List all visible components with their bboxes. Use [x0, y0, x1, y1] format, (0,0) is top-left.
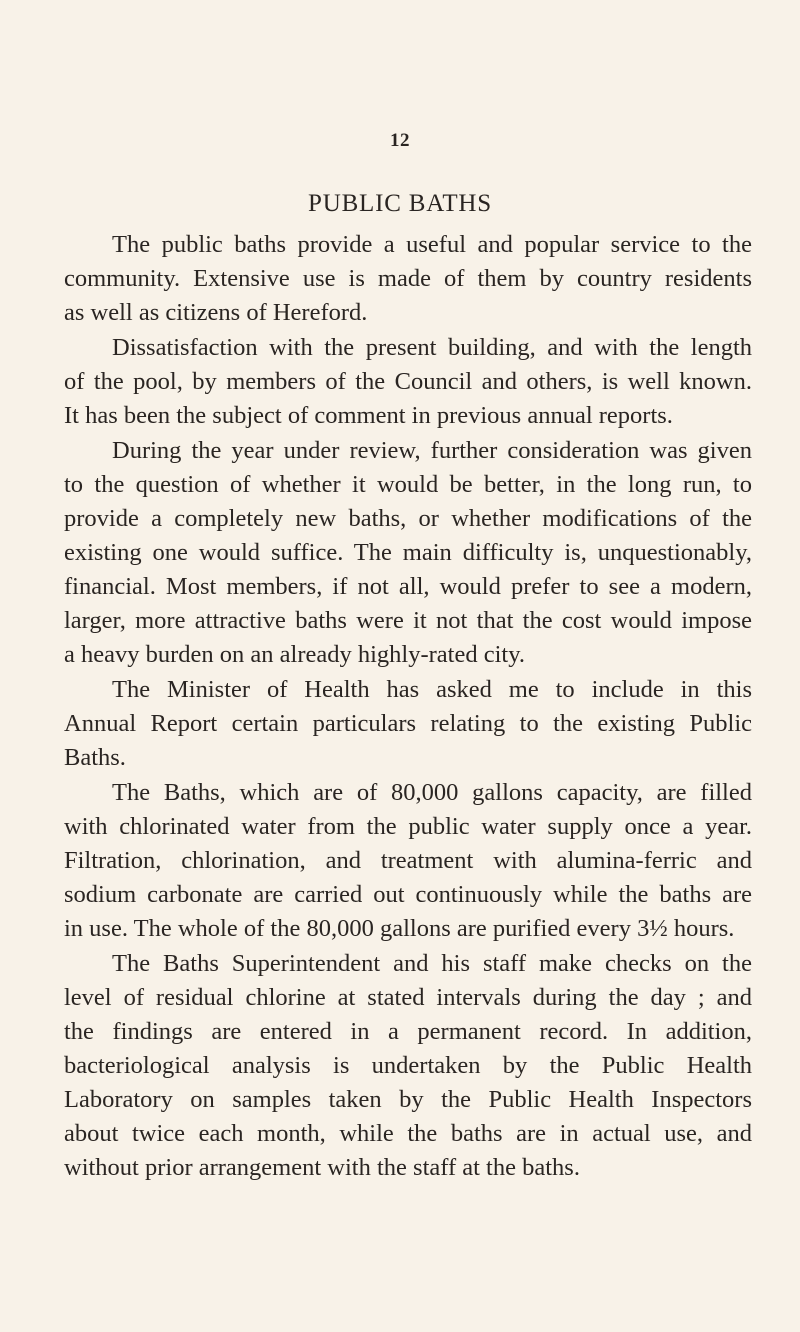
text-line: of the pool, by members of the Council and others, is well known.: [64, 368, 752, 395]
text-line: Dissatisfaction with the present building, and with the length: [112, 334, 752, 361]
text-line: It has been the subject of comment in previous annual reports.: [64, 402, 673, 429]
section-heading: PUBLIC BATHS: [308, 190, 492, 217]
text-line: financial. Most members, if not all, would prefer to see a modern,: [64, 573, 752, 600]
text-line: The public baths provide a useful and popular service to the: [112, 231, 752, 258]
text-line: larger, more attractive baths were it not that the cost would impose: [64, 607, 752, 634]
text-line: as well as citizens of Hereford.: [64, 299, 368, 326]
text-line: with chlorinated water from the public water supply once a year.: [64, 813, 752, 840]
text-line: a heavy burden on an already highly-rated city.: [64, 641, 526, 668]
text-line: Laboratory on samples taken by the Public Health Inspectors: [64, 1086, 752, 1113]
text-line: During the year under review, further consideration was given: [112, 437, 752, 464]
text-line: without prior arrangement with the staff at the baths.: [64, 1154, 580, 1181]
text-line: bacteriological analysis is undertaken by the Public Health: [64, 1052, 752, 1079]
text-line: level of residual chlorine at stated intervals during the day ; and: [64, 984, 752, 1011]
text-line: The Baths, which are of 80,000 gallons capacity, are filled: [112, 779, 752, 806]
text-line: in use. The whole of the 80,000 gallons are purified every 3½ hours.: [64, 915, 735, 942]
text-line: provide a completely new baths, or whether modifications of the: [64, 505, 752, 532]
text-line: Annual Report certain particulars relating to the existing Public: [64, 710, 752, 737]
text-line: The Baths Superintendent and his staff make checks on the: [112, 950, 752, 977]
text-line: The Minister of Health has asked me to include in this: [112, 676, 752, 703]
text-line: Filtration, chlorination, and treatment with alumina-ferric and: [64, 847, 752, 874]
text-line: about twice each month, while the baths are in actual use, and: [64, 1120, 752, 1147]
text-line: community. Extensive use is made of them by country residents: [64, 265, 752, 292]
page-number: 12: [390, 130, 410, 151]
text-line: the findings are entered in a permanent record. In addition,: [64, 1018, 752, 1045]
text-line: Baths.: [64, 744, 126, 771]
text-line: sodium carbonate are carried out continuously while the baths are: [64, 881, 752, 908]
text-line: to the question of whether it would be better, in the long run, to: [64, 471, 752, 498]
text-line: existing one would suffice. The main difficulty is, unquestionably,: [64, 539, 752, 566]
